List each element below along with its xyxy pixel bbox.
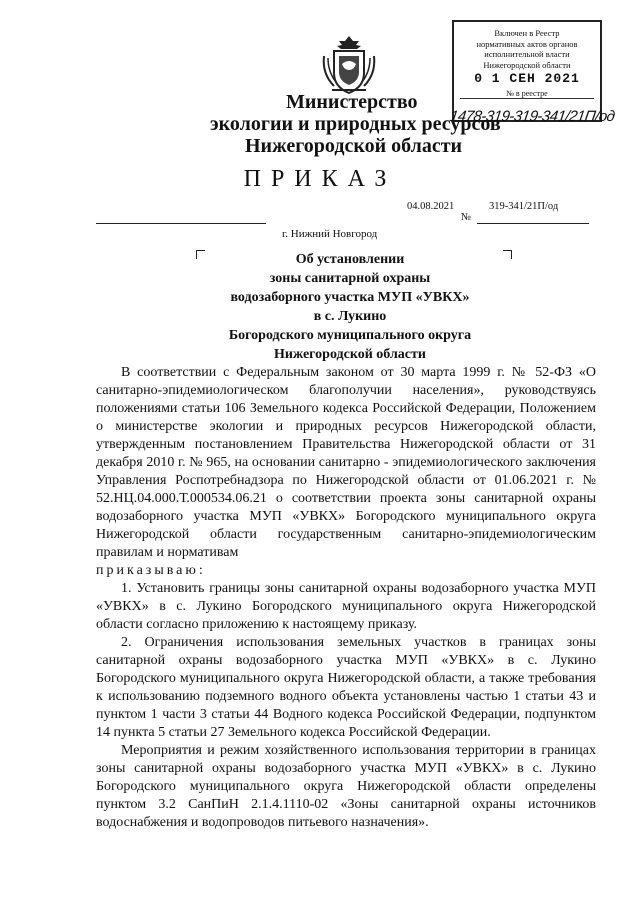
stamp-registry-label: № в реестре <box>506 88 548 98</box>
order-number-label: № <box>461 212 472 223</box>
ministry-name-line-3: Нижегородской области <box>245 135 463 157</box>
subject-line: зоны санитарной охраны <box>269 271 431 286</box>
stamp-line: нормативных актов органов <box>476 38 578 49</box>
stamp-line: исполнительной власти <box>484 49 570 59</box>
item-2-paragraph: 2. Ограничения использования земельных участков в границах зоны санитарной охраны водозаборного участка МУП «УВКХ» в с. Лукино Богородского муниципального округа Нижегородской области, а также требования к использованию подземного водного объекта установлены частью 1 статьи 43 и пунктом 1 части 3 статьи 44 Водного кодекса Российской Федерации, подпунктом 14 пункта 5 статьи 27 Земельного кодекса Российской Федерации. <box>96 635 596 740</box>
item-1-paragraph: 1. Установить границы зоны санитарной охраны водозаборного участка МУП «УВКХ» в с. Лукино Богородского муниципального округа Нижегородской области согласно приложению к настоящему приказу. <box>96 581 596 632</box>
item-3-paragraph: Мероприятия и режим хозяйственного использования территории в границах зоны санитарной охраны водозаборного участка МУП «УВКХ» в с. Лукино Богородского муниципального округа Нижегородской области определены пунктом 3.2 СанПиН 2.1.4.1110-02 «Зоны санитарной охраны источников водоснабжения и водопроводов питьевого назначения». <box>96 743 596 830</box>
coat-of-arms-icon <box>320 34 378 96</box>
command-word: приказываю: <box>96 563 206 578</box>
registry-number: 1478-319-319-341/21П/од <box>448 108 616 125</box>
subject-line: Нижегородской области <box>274 347 426 362</box>
order-date: 04.08.2021 <box>407 201 455 212</box>
preamble-paragraph: В соответствии с Федеральным законом от 30 марта 1999 г. № 52-ФЗ «О санитарно-эпидемиологическом благополучии населения», руководствуясь положениями статьи 106 Земельного кодекса Российской Федерации, Положением о министерстве экологии и природных ресурсов Нижегородской области, утвержденным постановлением Правительства Нижегородской области от 31 декабря 2010 г. № 965, на основании санитарно - эпидемиологического заключения Управления Роспотребнадзора по Нижегородской области от 01.06.2021 г. № 52.НЦ.04.000.Т.000534.06.21 о соответствии проекта зоны санитарной охраны водозаборного участка МУП «УВКХ» Богородского муниципального округа Нижегородской области государственным санитарно-эпидемиологическим правилам и нормативам <box>96 365 596 560</box>
order-number: 319-341/21П/од <box>489 201 559 212</box>
date-underline <box>96 223 266 224</box>
order-body <box>96 364 596 832</box>
subject-line: Об установлении <box>295 252 405 267</box>
ministry-name-line-1: Министерство <box>286 91 418 113</box>
stamp-date: 0 1 СЕН 2021 <box>474 71 580 86</box>
ministry-name-line-2: экологии и природных ресурсов <box>210 113 501 135</box>
registry-stamp <box>452 20 602 122</box>
number-underline <box>477 223 589 224</box>
subject-line: водозаборного участка МУП «УВКХ» <box>230 290 470 305</box>
document-type-title: ПРИКАЗ <box>243 166 397 192</box>
subject-line: Богородского муниципального округа <box>228 328 472 343</box>
city-label: г. Нижний Новгород <box>282 228 378 240</box>
stamp-line: Включен в Реестр <box>494 28 560 38</box>
order-subject <box>190 250 510 364</box>
stamp-line: Нижегородской области <box>483 59 571 70</box>
stamp-divider <box>460 98 594 99</box>
subject-line: в с. Лукино <box>313 309 387 324</box>
